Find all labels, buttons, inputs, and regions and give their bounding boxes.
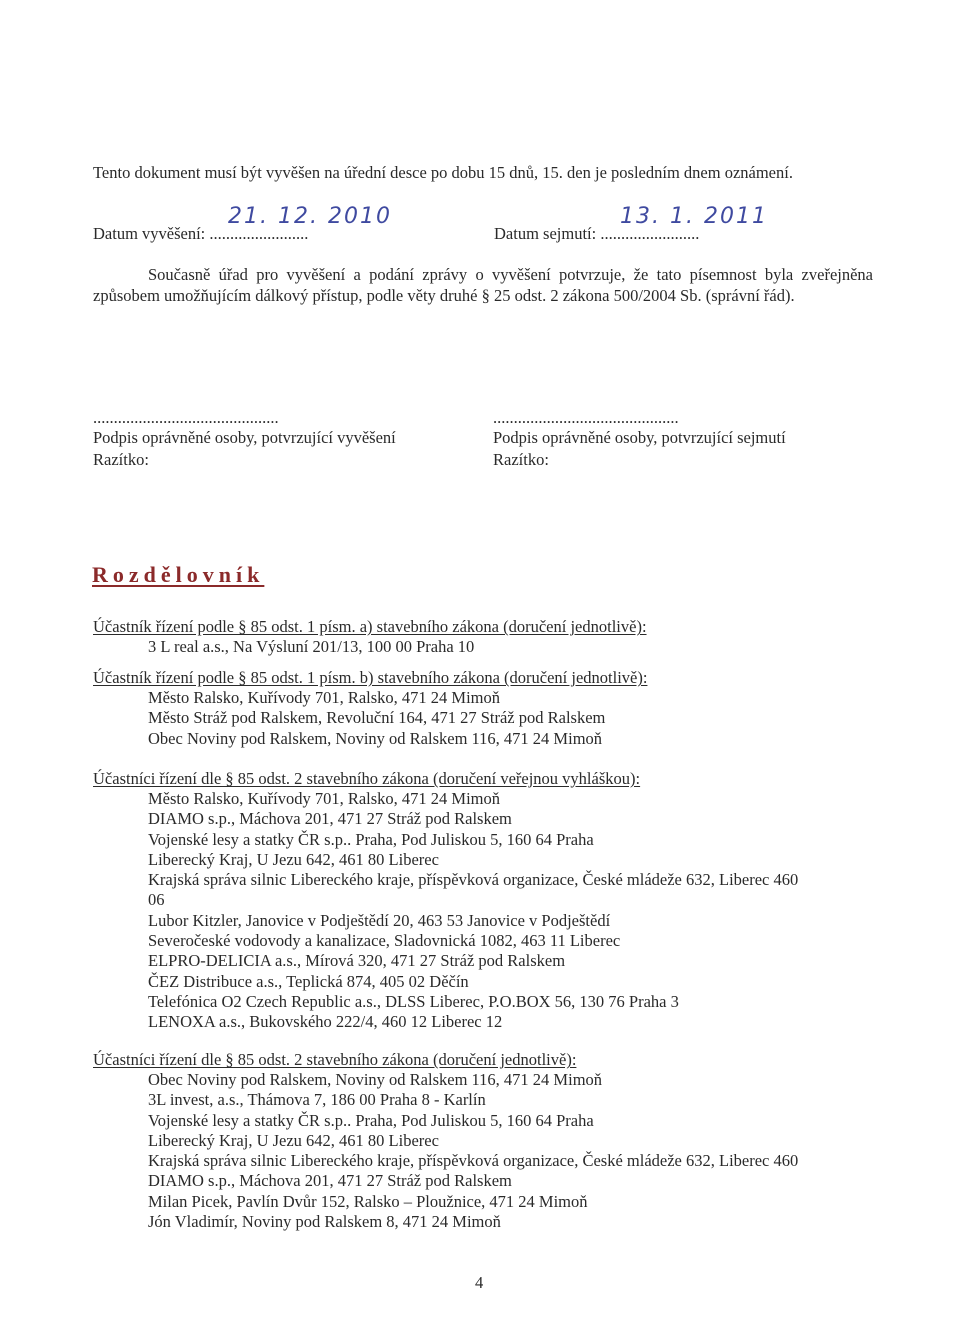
list-item: 3L invest, a.s., Thámova 7, 186 00 Praha 8 - Karlín [148, 1090, 486, 1110]
list-item: Severočeské vodovody a kanalizace, Sladovnická 1082, 463 11 Liberec [148, 931, 621, 951]
confirmation-text: Současně úřad pro vyvěšení a podání zprávy o vyvěšení potvrzuje, že tato písemnost byla zveřejněna způsobem umožňujícím dálkový přístup, podle věty druhé § 25 odst. 2 zákona 500/2004 Sb. (správní řád). [93, 265, 873, 305]
page-number: 4 [475, 1273, 484, 1292]
list-item: LENOXA a.s., Bukovského 222/4, 460 12 Liberec 12 [148, 1012, 503, 1032]
list-item: Město Stráž pod Ralskem, Revoluční 164, 471 27 Stráž pod Ralskem [148, 708, 606, 728]
distribution-list-title: Rozdělovník [92, 562, 265, 587]
section-heading-1: Účastník řízení podle § 85 odst. 1 písm. a) stavebního zákona (doručení jednotlivě): [93, 617, 647, 636]
section-list-1 [148, 637, 474, 657]
list-item: Město Ralsko, Kuřívody 701, Ralsko, 471 24 Mimoň [148, 688, 501, 707]
section-heading-2: Účastník řízení podle § 85 odst. 1 písm. b) stavebního zákona (doručení jednotlivě): [93, 668, 648, 687]
removed-date-label: Datum sejmutí: [494, 224, 597, 243]
list-item: 3 L real a.s., Na Výsluní 201/13, 100 00 Praha 10 [148, 637, 475, 656]
list-item: Město Ralsko, Kuřívody 701, Ralsko, 471 24 Mimoň [148, 789, 501, 808]
signature-left-caption: Podpis oprávněné osoby, potvrzující vyvěšení [93, 428, 396, 447]
list-item: DIAMO s.p., Máchova 201, 471 27 Stráž pod Ralskem [148, 1171, 512, 1191]
list-item: 06 [148, 890, 165, 910]
signature-right-dots: ............................................. [493, 408, 679, 427]
list-item: Milan Picek, Pavlín Dvůr 152, Ralsko – Ploužnice, 471 24 Mimoň [148, 1191, 588, 1211]
list-item: Vojenské lesy a statky ČR s.p.. Praha, Pod Juliskou 5, 160 64 Praha [148, 1110, 594, 1130]
list-item: Krajská správa silnic Libereckého kraje, příspěvková organizace, České mládeže 632, Liberec 460 [148, 870, 799, 890]
section-heading-4: Účastníci řízení dle § 85 odst. 2 stavebního zákona (doručení jednotlivě): [93, 1050, 577, 1069]
list-item: Jón Vladimír, Noviny pod Ralskem 8, 471 24 Mimoň [148, 1212, 501, 1232]
section-list-3 [148, 789, 798, 1033]
posted-date-dots: ........................ [209, 224, 309, 243]
section-list-2 [148, 688, 605, 749]
confirmation-paragraph [93, 264, 873, 306]
posted-date-label: Datum vyvěšení: [93, 224, 206, 243]
list-item: Krajská správa silnic Libereckého kraje, příspěvková organizace, České mládeže 632, Liberec 460 [148, 1151, 799, 1171]
list-item: Lubor Kitzler, Janovice v Podještědí 20, 463 53 Janovice v Podještědí [148, 910, 611, 930]
list-item: Telefónica O2 Czech Republic a.s., DLSS Liberec, P.O.BOX 56, 130 76 Praha 3 [148, 991, 679, 1011]
signature-right-stamp: Razítko: [493, 450, 549, 469]
section-list-4 [148, 1070, 798, 1232]
removed-date-dots: ........................ [600, 224, 700, 243]
signature-right-caption: Podpis oprávněné osoby, potvrzující sejmutí [493, 428, 786, 447]
signature-left-stamp: Razítko: [93, 450, 149, 469]
list-item: Liberecký Kraj, U Jezu 642, 461 80 Liberec [148, 849, 439, 869]
list-item: Obec Noviny pod Ralskem, Noviny od Ralskem 116, 471 24 Mimoň [148, 728, 603, 748]
posted-date-handwritten: 21. 12. 2010 [228, 204, 392, 229]
section-heading-3: Účastníci řízení dle § 85 odst. 2 stavebního zákona (doručení veřejnou vyhláškou): [93, 769, 641, 788]
posting-instruction: Tento dokument musí být vyvěšen na úřední desce po dobu 15 dnů, 15. den je posledním dnem oznámení. [93, 163, 793, 182]
list-item: ELPRO-DELICIA a.s., Mírová 320, 471 27 Stráž pod Ralskem [148, 951, 566, 971]
list-item: Vojenské lesy a statky ČR s.p.. Praha, Pod Juliskou 5, 160 64 Praha [148, 829, 594, 849]
list-item: ČEZ Distribuce a.s., Teplická 874, 405 02 Děčín [148, 971, 469, 991]
list-item: Obec Noviny pod Ralskem, Noviny od Ralskem 116, 471 24 Mimoň [148, 1070, 603, 1089]
removed-date-handwritten: 13. 1. 2011 [620, 204, 768, 229]
signature-left-dots: ............................................. [93, 408, 279, 427]
list-item: DIAMO s.p., Máchova 201, 471 27 Stráž pod Ralskem [148, 809, 512, 829]
list-item: Liberecký Kraj, U Jezu 642, 461 80 Liberec [148, 1130, 439, 1150]
